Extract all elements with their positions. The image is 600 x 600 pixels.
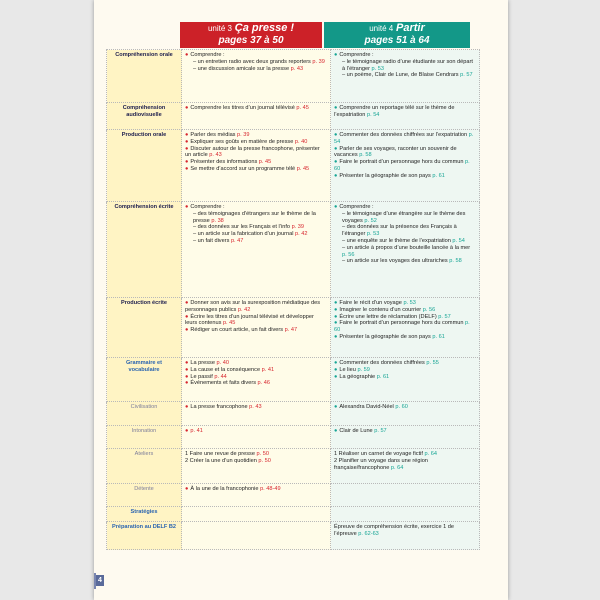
- entry-item: [185, 367, 327, 374]
- unit4-cell: [331, 484, 480, 507]
- entry-item: [185, 404, 327, 411]
- entry-item: [334, 367, 476, 374]
- entry-text: Présenter des informations: [190, 159, 259, 166]
- row-strategies: [107, 507, 480, 522]
- progression-table: [106, 49, 480, 550]
- row-comprehension-orale: [107, 50, 480, 103]
- entry-item: [334, 258, 476, 265]
- entry-text: Comprendre :: [339, 52, 374, 58]
- page-ref: p. 50: [258, 457, 271, 464]
- unit4-cell: [331, 202, 480, 298]
- unit3-cell: [182, 130, 331, 202]
- unit3-cell: [182, 358, 331, 402]
- entry-item: [185, 238, 327, 245]
- row-production-ecrite: [107, 298, 480, 358]
- entry-item: [185, 224, 327, 231]
- entry-item: [185, 59, 327, 66]
- entry-item: [185, 231, 327, 238]
- entry-text: – le témoignage d’une étrangère sur le thème des voyages: [342, 210, 466, 224]
- entry-item: [185, 428, 327, 435]
- page-ref: p. 60: [395, 404, 408, 410]
- page-ref: p. 61: [432, 333, 445, 340]
- page-ref: p. 55: [426, 360, 439, 366]
- entry-item: [334, 404, 476, 411]
- entry-text: – le témoignage radio d’une étudiante sur son départ à l’étranger: [342, 58, 473, 72]
- row-label: Compréhension audiovisuelle: [107, 103, 182, 130]
- entry-text: Présenter la géographie de son pays: [339, 333, 433, 340]
- entry-item: [334, 245, 476, 259]
- entry-text: – des données sur la présence des Français à l’étranger: [342, 224, 457, 238]
- unit3-cell: [182, 484, 331, 507]
- row-detente: [107, 484, 480, 507]
- entry-item: [334, 105, 476, 119]
- entry-text: Rédiger un court article, un fait divers: [190, 327, 285, 334]
- page-ref: p. 41: [261, 366, 275, 373]
- page-ref: p. 62-63: [358, 530, 379, 537]
- page-ref: p. 54: [452, 237, 465, 244]
- entry-item: [185, 52, 327, 59]
- row-comprehension-ecrite: [107, 202, 480, 298]
- unit3-title: Ça presse !: [234, 22, 295, 34]
- entry-item: [185, 300, 327, 314]
- page-ref: p. 61: [376, 373, 390, 380]
- page-ref: p. 53: [371, 65, 384, 72]
- entry-text: Le passif: [190, 373, 215, 380]
- unit4-cell: [331, 522, 480, 550]
- row-label: Intonation: [107, 426, 182, 449]
- page-ref: p. 54: [366, 111, 380, 118]
- unit3-cell: [182, 522, 331, 550]
- entry-text: Écrire une lettre de réclamation (DELF): [339, 313, 439, 320]
- unit3-pages: pages 37 à 50: [218, 35, 284, 46]
- entry-item: [334, 238, 476, 245]
- entry-text: Parler de ses voyages, raconter un souvenir de vacances: [334, 145, 457, 159]
- entry-text: Comprendre :: [190, 52, 225, 58]
- entry-text: Clair de Lune: [339, 428, 375, 434]
- page-ref: p. 42: [295, 231, 308, 238]
- row-label: Civilisation: [107, 402, 182, 426]
- row-civilisation: [107, 402, 480, 426]
- unit4-cell: [331, 358, 480, 402]
- entry-text: Épreuve de compréhension écrite, exercice 1 de l’épreuve: [334, 524, 455, 537]
- entry-text: Faire le portrait d’un personnage hors du commun: [339, 320, 466, 327]
- row-label: Grammaire et vocabulaire: [107, 358, 182, 402]
- unit4-pages: pages 51 à 64: [364, 35, 430, 46]
- row-production-orale: [107, 130, 480, 202]
- entry-text: – un article sur les voyages des ultrariches: [342, 258, 450, 265]
- unit3-cell: [182, 449, 331, 484]
- entry-item: [185, 132, 327, 139]
- page-ref: p. 43: [290, 65, 304, 72]
- entry-text: Événements et faits divers: [190, 380, 258, 387]
- unit3-header: [180, 22, 322, 48]
- entry-item: [185, 486, 327, 493]
- page-ref: p. 57: [438, 313, 451, 320]
- entry-text: Comprendre :: [190, 204, 225, 210]
- page-ref: p. 45: [222, 320, 236, 327]
- entry-text: Écrire les titres d’un journal télévisé et développer leurs contenus: [185, 313, 314, 327]
- row-grammaire-vocabulaire: [107, 358, 480, 402]
- entry-text: – des témoignages d’étrangers sur le thème de la presse: [193, 210, 316, 224]
- unit3-cell: [182, 50, 331, 103]
- entry-text: La cause et la conséquence: [190, 366, 262, 373]
- page-ref: p. 48-49: [260, 486, 281, 492]
- page-ref: p. 50: [256, 451, 269, 457]
- page-ref: p. 46: [257, 380, 270, 387]
- page-number: 4: [96, 575, 104, 586]
- entry-item: [334, 59, 476, 73]
- row-comprehension-audiovisuelle: [107, 103, 480, 130]
- row-label: Production écrite: [107, 298, 182, 358]
- entry-item: [185, 327, 327, 334]
- entry-text: – une discussion amicale sur la presse: [193, 65, 291, 72]
- entry-item: [334, 307, 476, 314]
- entry-item: [185, 314, 327, 328]
- entry-item: [185, 105, 327, 112]
- entry-item: [185, 458, 327, 465]
- entry-text: Commenter des données chiffrées sur l’expatriation: [339, 132, 469, 138]
- unit3-label: unité 3: [207, 24, 232, 33]
- row-label: Ateliers: [107, 449, 182, 484]
- page-ref: p. 61: [432, 172, 445, 179]
- page-ref: p. 42: [237, 306, 251, 313]
- entry-text: 1 Réaliser un carnet de voyage fictif: [334, 451, 425, 457]
- page-ref: p. 53: [403, 300, 416, 306]
- page-ref: p. 52: [364, 217, 377, 224]
- entry-item: [185, 380, 327, 387]
- entry-item: [334, 72, 476, 79]
- row-label: Détente: [107, 484, 182, 507]
- entry-item: [185, 139, 327, 146]
- entry-text: Présenter la géographie de son pays: [339, 172, 433, 179]
- entry-item: [334, 204, 476, 211]
- page-ref: p. 60: [334, 159, 470, 172]
- entry-text: La presse francophone: [190, 404, 250, 410]
- page-ref: p. 44: [214, 373, 227, 380]
- entry-text: – un article sur la fabrication d’un journal: [193, 231, 295, 238]
- unit3-cell: [182, 402, 331, 426]
- unit4-cell: [331, 50, 480, 103]
- unit4-cell: [331, 449, 480, 484]
- row-label: Compréhension orale: [107, 50, 182, 103]
- entry-text: 2 Planifier un voyage dans une région française/francophone: [334, 457, 428, 471]
- entry-text: La géographie: [339, 373, 377, 380]
- page-ref: p. 60: [334, 320, 470, 334]
- page: [94, 0, 508, 600]
- page-ref: p. 56: [342, 251, 355, 258]
- row-label: Compréhension écrite: [107, 202, 182, 298]
- page-ref: p. 43: [209, 152, 222, 159]
- row-label: Production orale: [107, 130, 182, 202]
- row-intonation: [107, 426, 480, 449]
- page-ref: p. 45: [296, 105, 309, 111]
- unit3-cell: [182, 103, 331, 130]
- page-ref: p. 56: [422, 306, 436, 313]
- entry-text: Comprendre les titres d’un journal télévisé: [190, 105, 297, 111]
- entry-item: [185, 66, 327, 73]
- entry-item: [334, 428, 476, 435]
- entry-text: 2 Créer la une d’un quotidien: [185, 457, 259, 464]
- entry-text: Commenter des données chiffrées: [339, 360, 427, 366]
- row-ateliers: [107, 449, 480, 484]
- entry-text: Imaginer le contenu d’un courrier: [339, 306, 423, 313]
- entry-item: [185, 146, 327, 160]
- entry-text: À la une de la francophonie: [190, 486, 261, 492]
- unit3-cell: [182, 507, 331, 522]
- entry-item: [334, 224, 476, 238]
- page-ref: p. 54: [334, 132, 474, 145]
- unit3-cell: [182, 202, 331, 298]
- page-ref: p. 47: [230, 237, 244, 244]
- entry-item: [334, 360, 476, 367]
- page-ref: p. 58: [359, 152, 372, 159]
- entry-text: La presse: [190, 360, 217, 366]
- page-ref: p. 45: [258, 159, 272, 166]
- page-ref: p. 39: [312, 58, 325, 65]
- unit4-label: unité 4: [369, 24, 394, 33]
- page-ref: p. 43: [249, 404, 262, 410]
- entry-item: [334, 300, 476, 307]
- unit4-title: Partir: [396, 22, 425, 34]
- page-ref: p. 39: [291, 224, 305, 231]
- row-label: Stratégies: [107, 507, 182, 522]
- unit4-cell: [331, 426, 480, 449]
- entry-item: [185, 451, 327, 458]
- page-ref: p. 57: [374, 428, 387, 434]
- entry-text: – une enquête sur le thème de l’expatriation: [342, 237, 453, 244]
- entry-item: [334, 374, 476, 381]
- page-ref: p. 39: [237, 132, 250, 138]
- page-ref: p. 40: [294, 138, 308, 145]
- entry-text: Discuter autour de la presse francophone, présenter un article: [185, 145, 320, 159]
- page-ref: p. 47: [284, 327, 298, 334]
- unit3-cell: [182, 426, 331, 449]
- entry-item: [185, 204, 327, 211]
- entry-text: Le lieu: [339, 366, 358, 373]
- unit4-cell: [331, 507, 480, 522]
- entry-text: Donner son avis sur la surexposition médiatique des personnages publics: [185, 300, 321, 313]
- unit4-header: [324, 22, 470, 48]
- entry-text: Parler des médias: [190, 132, 238, 138]
- entry-text: – un poème, Clair de Lune, de Blaise Cendrars: [342, 72, 461, 79]
- row-label: Préparation au DELF B2: [107, 522, 182, 550]
- page-ref: p. 59: [357, 366, 370, 373]
- entry-text: Faire le portrait d’un personnage hors du commun: [339, 159, 466, 166]
- page-ref: p. 41: [190, 428, 203, 434]
- entry-item: [334, 334, 476, 341]
- entry-text: – des données sur les Français et l’info: [193, 224, 292, 231]
- entry-item: [185, 211, 327, 225]
- unit4-cell: [331, 130, 480, 202]
- entry-item: [334, 320, 476, 334]
- page-ref: p. 38: [211, 217, 224, 224]
- entry-text: – un article à propos d’une bouteille lancée à la mer: [342, 244, 471, 251]
- entry-item: [334, 458, 476, 472]
- entry-item: [334, 211, 476, 225]
- entry-text: – un entretien radio avec deux grands reporters: [193, 58, 313, 65]
- entry-item: [334, 524, 476, 538]
- entry-item: [185, 360, 327, 367]
- page-ref: p. 64: [390, 464, 404, 471]
- page-ref: p. 58: [449, 258, 462, 265]
- row-preparation-delf: [107, 522, 480, 550]
- entry-text: Faire le récit d’un voyage: [339, 300, 404, 306]
- entry-text: 1 Faire une revue de presse: [185, 451, 257, 457]
- page-ref: p. 64: [424, 451, 437, 457]
- entry-text: Expliquer ses goûts en matière de presse: [190, 138, 295, 145]
- unit4-cell: [331, 402, 480, 426]
- entry-text: Comprendre un reportage télé sur le thème de l’expatriation: [334, 105, 455, 118]
- entry-item: [334, 314, 476, 321]
- page-ref: p. 40: [216, 360, 229, 366]
- entry-item: [334, 451, 476, 458]
- entry-item: [334, 146, 476, 160]
- unit3-cell: [182, 298, 331, 358]
- entry-item: [334, 52, 476, 59]
- entry-item: [185, 166, 327, 173]
- page-ref: p. 53: [366, 231, 380, 238]
- entry-item: [185, 159, 327, 166]
- entry-text: Comprendre :: [339, 204, 374, 210]
- entry-text: Alexandra David-Néel: [339, 404, 396, 410]
- page-ref: p. 57: [460, 72, 473, 79]
- entry-item: [334, 173, 476, 180]
- page-ref: p. 45: [296, 165, 310, 172]
- entry-item: [334, 132, 476, 146]
- unit4-cell: [331, 298, 480, 358]
- unit4-cell: [331, 103, 480, 130]
- entry-item: [334, 159, 476, 173]
- entry-text: Se mettre d’accord sur un programme télé: [190, 165, 297, 172]
- entry-text: – un fait divers: [193, 237, 231, 244]
